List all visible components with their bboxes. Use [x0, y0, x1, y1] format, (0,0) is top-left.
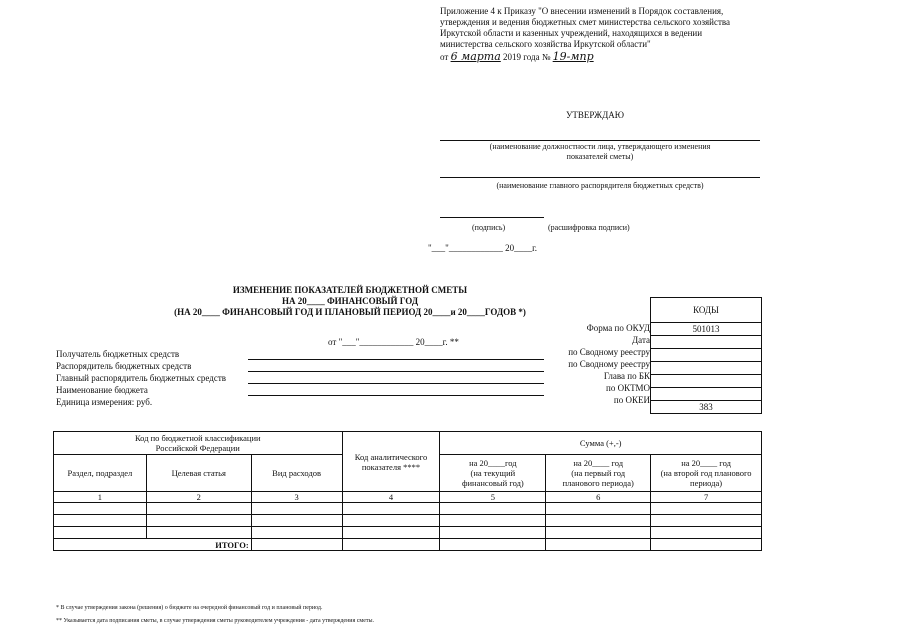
field-label: Распорядитель бюджетных средств [56, 361, 192, 371]
code-value [651, 349, 762, 362]
field-underline [248, 359, 544, 360]
code-label: по ОКЕИ [613, 395, 650, 405]
col-caption-line: (на первый год [571, 468, 626, 478]
approval-title: УТВЕРЖДАЮ [566, 110, 625, 120]
col-section: Раздел, подраздел [54, 455, 147, 492]
col-number: 4 [342, 492, 440, 503]
position-line [440, 140, 760, 141]
col-number: 1 [54, 492, 147, 503]
table-row [54, 503, 762, 515]
field-label: Наименование бюджета [56, 385, 148, 395]
field-label: Получатель бюджетных средств [56, 349, 180, 359]
field-row [56, 373, 546, 385]
appendix-date [440, 51, 770, 63]
manager-caption: (наименование главного распорядителя бюджетных средств) [496, 181, 704, 190]
position-caption-line: показателей сметы) [566, 152, 634, 161]
table-row [54, 527, 762, 539]
field-underline [248, 371, 544, 372]
code-value: 383 [651, 401, 762, 414]
sum-header: Сумма (+,-) [440, 432, 762, 455]
col-number: 6 [546, 492, 651, 503]
col-year-first [546, 455, 651, 492]
table-total-row [54, 539, 762, 551]
classification-header-line: Код по бюджетной классификации [134, 433, 261, 443]
heading-line: (НА 20____ ФИНАНСОВЫЙ ГОД И ПЛАНОВЫЙ ПЕРИОД 20____и 20____ГОДОВ *) [174, 307, 526, 317]
col-caption-line: финансовый год) [461, 478, 524, 488]
col-caption-line: на 20____ год [573, 458, 624, 468]
position-caption-line: (наименование должностности лица, утверждающего изменения [489, 142, 711, 151]
total-label: ИТОГО: [54, 539, 252, 551]
analytic-header-line: Код аналитического [354, 451, 428, 462]
field-label: Главный распорядитель бюджетных средств [56, 373, 226, 383]
code-label: по ОКТМО [606, 383, 650, 393]
col-caption-line: планового периода) [562, 478, 634, 488]
table-row [54, 515, 762, 527]
field-underline [248, 395, 544, 396]
appendix-line: Иркутской области и казенных учреждений, находящихся в ведении [440, 28, 703, 38]
field-label: Единица измерения: руб. [56, 397, 153, 407]
field-row [56, 349, 546, 361]
footnote-2: ** Указывается дата подписания сметы, в случае утверждения сметы руководителем учреждения - дата утверждения сметы. [56, 618, 375, 624]
code-label: Форма по ОКУД [586, 323, 650, 333]
col-year-second [651, 455, 762, 492]
code-label: Дата [632, 335, 650, 345]
date-prefix: от [440, 52, 449, 62]
analytic-header [342, 432, 440, 492]
heading-line: НА 20____ ФИНАНСОВЫЙ ГОД [281, 296, 419, 306]
date-year: 2019 года № [503, 52, 551, 62]
col-expense: Вид расходов [251, 455, 342, 492]
manager-line [440, 177, 760, 178]
codes-labels [520, 322, 650, 406]
signature-caption: (подпись) [472, 223, 506, 232]
code-label: Глава по БК [603, 371, 650, 381]
code-value [651, 388, 762, 401]
col-year-current [440, 455, 546, 492]
col-caption-line: (на текущий [470, 468, 516, 478]
codes-table [650, 297, 762, 414]
appendix-line: министерства сельского хозяйства Иркутской области" [440, 39, 651, 49]
analytic-header-line: показателя **** [361, 461, 421, 472]
document-heading [140, 285, 560, 318]
classification-header [54, 432, 343, 455]
recipient-fields [56, 349, 546, 409]
col-caption-line: на 20____ год [681, 458, 731, 468]
approval-date: "___"____________ 20____г. [428, 243, 538, 253]
decode-caption: (расшифровка подписи) [548, 223, 630, 232]
col-target: Целевая статья [146, 455, 251, 492]
footnote-1: * В случае утверждения закона (решения) о бюджете на очередной финансовый год и плановый период. [56, 605, 323, 611]
appendix-line: Приложение 4 к Приказу "О внесении изменений в Порядок составления, [440, 6, 724, 16]
code-value: 501013 [651, 323, 762, 336]
code-label: по Сводному реестру [568, 347, 650, 357]
handwritten-number: 19-мпр [552, 50, 594, 63]
code-value [651, 362, 762, 375]
handwritten-date: 6 марта [450, 50, 501, 63]
col-caption-line: на 20____год [469, 458, 517, 468]
code-value [651, 336, 762, 349]
col-number: 7 [651, 492, 762, 503]
code-value [651, 375, 762, 388]
col-caption-line: (на второй год планового [660, 468, 752, 478]
signature-line [440, 217, 544, 218]
col-number: 2 [146, 492, 251, 503]
code-label: по Сводному реестру [568, 359, 650, 369]
appendix-note [440, 6, 770, 63]
field-underline [248, 383, 544, 384]
appendix-line: утверждения и ведения бюджетных смет министерства сельского хозяйства [440, 17, 731, 27]
budget-table [53, 431, 762, 551]
position-caption [440, 142, 760, 162]
heading-line: ИЗМЕНЕНИЕ ПОКАЗАТЕЛЕЙ БЮДЖЕТНОЙ СМЕТЫ [232, 285, 468, 295]
field-row [56, 361, 546, 373]
col-number: 3 [251, 492, 342, 503]
heading-date: от "___"____________ 20____г. ** [328, 337, 459, 347]
classification-header-line: Российской Федерации [155, 443, 240, 453]
field-row [56, 385, 546, 397]
col-caption-line: периода) [690, 478, 723, 488]
codes-header: КОДЫ [651, 298, 762, 323]
field-row [56, 397, 546, 409]
col-number: 5 [440, 492, 546, 503]
